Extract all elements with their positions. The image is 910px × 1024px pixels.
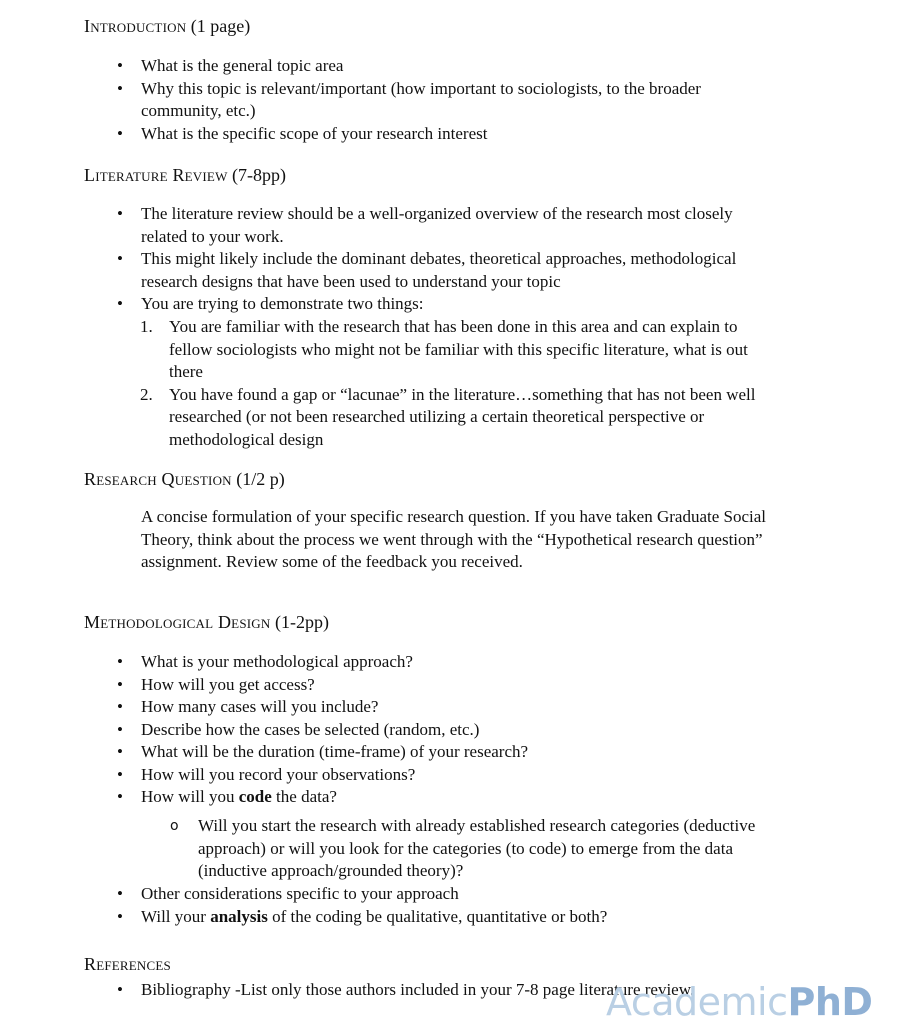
- bullet-icon: •: [117, 652, 123, 671]
- bullet-icon: •: [117, 249, 123, 268]
- methodological-design-list-continued: [0, 883, 790, 928]
- bullet-icon: •: [117, 674, 123, 694]
- references-heading: References: [84, 954, 171, 974]
- literature-review-heading: Literature Review (7-8pp): [84, 165, 287, 185]
- list-item: • How will you get access?: [0, 674, 790, 697]
- bullet-icon: •: [117, 78, 123, 98]
- list-item: • Bibliography -List only those authors included in your 7-8 page literature review.: [0, 979, 790, 1002]
- list-item: • What is the specific scope of your research interest: [0, 123, 790, 146]
- bullet-icon: •: [117, 56, 123, 75]
- numbered-item: 2. You have found a gap or “lacunae” in the literature…something that has not been well researched (or not been researched utilizing a certain theoretical perspective or methodological design: [140, 384, 756, 449]
- research-question-paragraph: A concise formulation of your specific research question. If you have taken Graduate Social Theory, think about the process we went through with the “Hypothetical research question” assignment. Review some of the feedback you received.: [141, 507, 766, 571]
- bullet-icon: •: [117, 697, 123, 716]
- bullet-icon: •: [117, 764, 123, 784]
- list-item: • The literature review should be a well-organized overview of the research most closely related to your work.: [0, 203, 770, 248]
- sub-list-item: o Will you start the research with already established research categories (deductive approach) or will you look for the categories (to code) to emerge from the data (inductive approach/grounded theory)?: [170, 816, 756, 880]
- methodological-design-list: [0, 651, 790, 809]
- academicphd-watermark: AcademicPhD: [606, 980, 873, 1024]
- list-item: • You are trying to demonstrate two things:: [0, 293, 770, 316]
- list-item: • How will you code the data?: [0, 786, 790, 809]
- numbered-item: 1. You are familiar with the research that has been done in this area and can explain to fellow sociologists who might not be familiar with this specific literature, what is out there: [140, 317, 748, 381]
- literature-review-list: [0, 203, 770, 316]
- bullet-icon: •: [117, 294, 123, 313]
- hollow-bullet-icon: o: [170, 818, 179, 834]
- list-item: • Other considerations specific to your approach: [0, 883, 790, 906]
- bullet-icon: •: [117, 123, 123, 143]
- research-question-heading: Research Question (1/2 p): [84, 469, 285, 489]
- coding-sub-list: [0, 815, 770, 883]
- bullet-icon: •: [117, 787, 123, 806]
- list-item: • What will be the duration (time-frame) of your research?: [0, 741, 790, 764]
- introduction-heading: Introduction (1 page): [84, 16, 251, 36]
- literature-review-numbered-list: [0, 316, 770, 451]
- bullet-icon: •: [117, 204, 123, 223]
- list-item: • Will your analysis of the coding be qualitative, quantitative or both?: [0, 906, 790, 929]
- list-item: • What is your methodological approach?: [0, 651, 790, 674]
- methodological-design-heading: Methodological Design (1-2pp): [84, 612, 329, 632]
- bullet-icon: •: [117, 742, 123, 761]
- list-item: • This might likely include the dominant debates, theoretical approaches, methodological research designs that have been used to understand your topic: [0, 248, 770, 293]
- list-item: • How many cases will you include?: [0, 696, 790, 719]
- list-item: • Describe how the cases be selected (random, etc.): [0, 719, 790, 742]
- introduction-list: [0, 55, 790, 145]
- list-item: • How will you record your observations?: [0, 764, 790, 787]
- list-item: • Why this topic is relevant/important (how important to sociologists, to the broader community, etc.): [0, 78, 790, 123]
- list-item: • What is the general topic area: [0, 55, 790, 78]
- bullet-icon: •: [117, 980, 123, 999]
- bullet-icon: •: [117, 719, 123, 739]
- bullet-icon: •: [117, 884, 123, 903]
- bullet-icon: •: [117, 906, 123, 926]
